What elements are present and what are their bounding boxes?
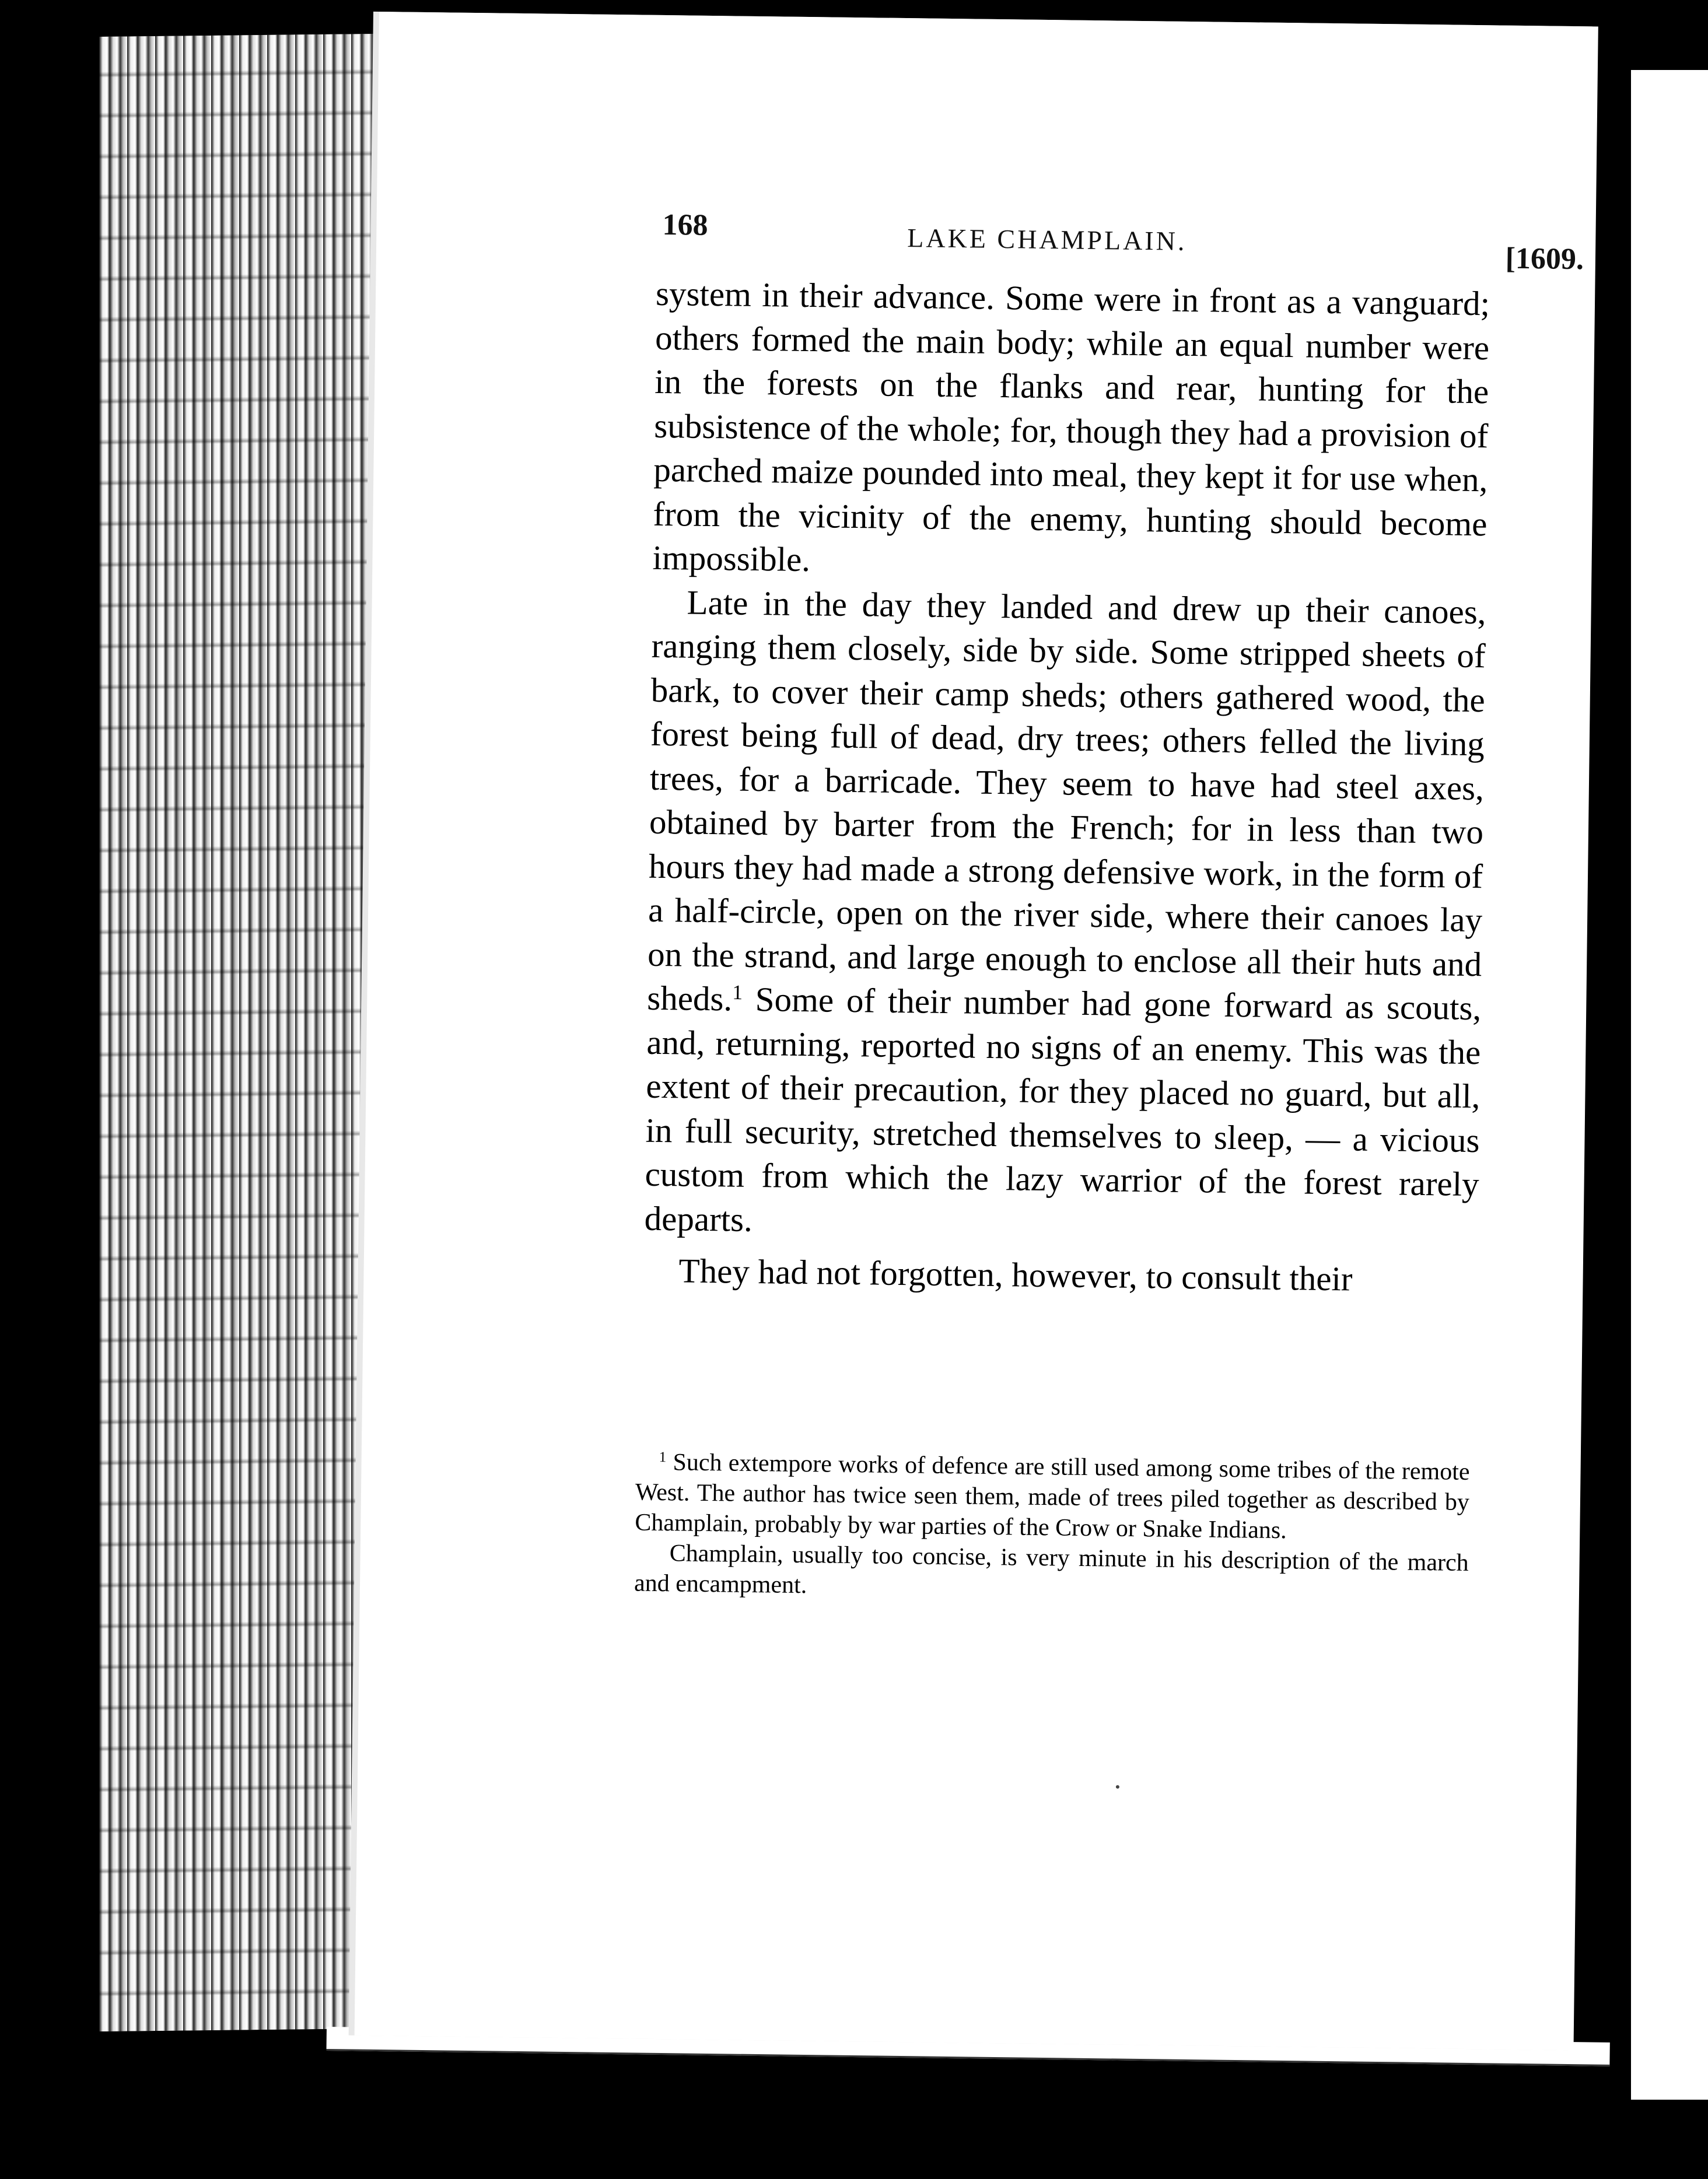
paragraph-3: They had not forgotten, however, to consult their <box>678 1251 1353 1298</box>
footnote-1-text: Such extempore works of defence are still used among some tribes of the remote West. The author has twice seen them, made of trees piled together as described by Champlain, probably by war parties of the Crow or Snake Indians. <box>635 1449 1470 1544</box>
book-page <box>355 12 1598 2050</box>
chapter-title: LAKE CHAMPLAIN. <box>907 223 1187 256</box>
body-text <box>643 272 1490 1303</box>
next-page-sliver <box>1616 70 1708 2100</box>
footnote-1 <box>635 1447 1470 1548</box>
footnote-1-continued: Champlain, usually too concise, is very minute in his description of the march and encampment. <box>634 1540 1469 1599</box>
paragraph-2-text-b: Some of their number had gone forward as scouts, and, returning, reported no signs of an enemy. This was the extent of their precaution, for they placed no guard, but all, in full security, stretched themselves to sleep, — a vicious custom from which the lazy warrior of the forest rarely departs. <box>644 979 1482 1239</box>
footnote-1-marker: 1 <box>659 1449 667 1466</box>
page-speck <box>1116 1785 1119 1789</box>
paragraph-1: system in their advance. Some were in front as a vanguard; others formed the main body; while an equal number were in the forests on the flanks and rear, hunting for the subsistence of the whole; for, though they had a provision of parched maize pounded into meal, they kept it for use when, from the vicinity of the enemy, hunting should become impossible. <box>652 274 1490 579</box>
paragraph-2-text-a: Late in the day they landed and drew up their canoes, ranging them closely, side by side. Some stripped sheets of bark, to cover their camp sheds; others gathered wood, the forest being full of dead, dry trees; others felled the living trees, for a barricade. They seem to have had steel axes, obtained by barter from the French; for in less than two hours they had made a strong defensive work, in the form of a half-circle, open on the river side, where their canoes lay on the strand, and large enough to enclose all their huts and sheds. <box>646 583 1486 1018</box>
running-head-date: [1609. <box>1505 241 1584 276</box>
footnote-reference-1: 1 <box>732 980 743 1004</box>
running-head <box>662 208 1584 276</box>
footnotes <box>634 1447 1470 1609</box>
paragraph-2 <box>644 580 1486 1250</box>
page-number: 168 <box>662 208 708 242</box>
